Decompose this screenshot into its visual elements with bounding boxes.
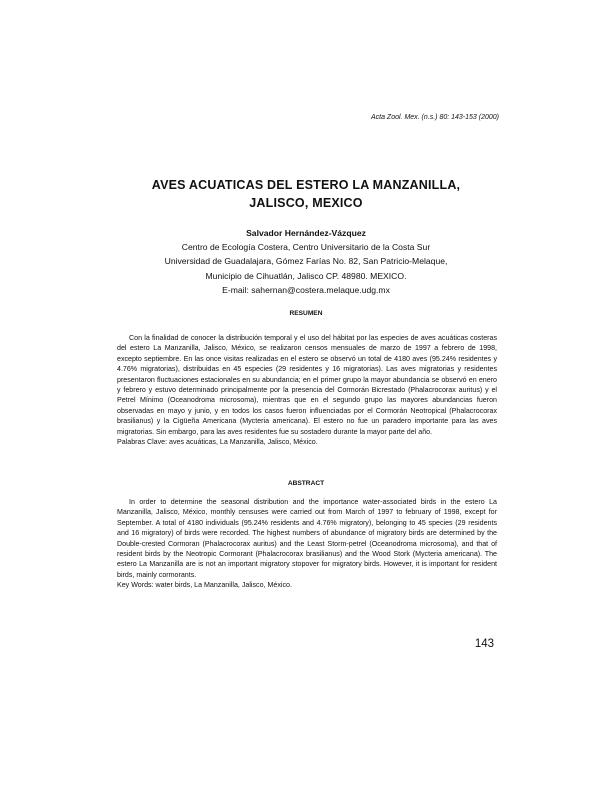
page-number: 143: [474, 638, 494, 650]
paper-title-line-1: AVES ACUATICAS DEL ESTERO LA MANZANILLA,: [151, 178, 461, 192]
affiliation-line-3: Municipio de Cihuatlán, Jalisco CP. 48980. MEXICO.: [205, 270, 407, 281]
journal-reference: Acta Zool. Mex. (n.s.) 80: 143-153 (2000): [370, 114, 499, 121]
author-email: E-mail: sahernan@costera.melaque.udg.mx: [222, 284, 390, 295]
abstract-heading: ABSTRACT: [287, 480, 325, 487]
resumen-keywords: Palabras Clave: aves acuáticas, La Manzanilla, Jalisco, México.: [117, 438, 318, 447]
author-name: Salvador Hernández-Vázquez: [246, 228, 366, 238]
author-affiliation-block: [0, 226, 612, 297]
paper-title-line-2: JALISCO, MEXICO: [249, 196, 363, 210]
abstract-paragraph: In order to determine the seasonal distribution and the importance water-associated birds in the estero La Manzanilla, Jalisco, México, monthly censuses were carried out from March of 1997 to february of 1998, except for September. A total of 4180 individuals (95.24% residents and 4.76% migratory), belonging to 45 species (29 residents and 16 migratory) of birds were recorded. The highest numbers of abundance of migratory birds are determined by the Double-crested Cormoran (Phalacrocorax auritus) and the Least Storm-petrel (Oceanodroma microsoma), and that of resident birds by the Neotropic Cormorant (Phalacrocorax brasilianus) and the Wood Stork (Mycteria americana). The estero La Manzanilla are is not an important migratory stopover for migratory birds. However, it is important for resident birds, mainly cormorants.: [117, 498, 497, 579]
resumen-heading: RESUMEN: [289, 310, 323, 317]
abstract-keywords: Key Words: water birds, La Manzanilla, Jalisco, México.: [117, 581, 292, 590]
title-block: [0, 176, 612, 212]
resumen-section: [117, 333, 497, 447]
affiliation-line-1: Centro de Ecología Costera, Centro Universitario de la Costa Sur: [181, 242, 431, 253]
affiliation-line-2: Universidad de Guadalajara, Gómez Farías No. 82, San Patricio-Melaque,: [164, 256, 448, 267]
abstract-section: [117, 497, 497, 591]
resumen-paragraph: Con la finalidad de conocer la distribución temporal y el uso del hábitat por las especies de aves acuáticas costeras del estero La Manzanilla, Jalisco, México, se realizaron censos mensuales de marzo de 1997 a febrero de 1998, excepto septiembre. En las once visitas realizadas en el estero se observó un total de 4180 aves (95.24% residentes y 4.76% migratorias), distribuidas en 45 especies (29 residentes y 16 migratorias). Las aves migratorias y residentes presentaron fluctuaciones estacionales en su abundancia; en el primer grupo la mayor abundancia se observó en enero y febrero y estuvo determinado principalmente por la presencia del Cormorán Bicrestado (Phalacrocorax auritus) y el Petrel Mínimo (Oceanodroma microsoma), mientras que en el segundo grupo las mayores abundancias fueron observadas en mayo y junio, y en todos los casos fueron influenciadas por el Cormorán Neotropical (Phalacrocorax brasilianus) y la Cigüeña Americana (Mycteria americana). El estero no fue un paradero importante para las aves migratorias. Sin embargo, para las aves residentes fue su sostadero durante la mayor parte del año.: [117, 334, 497, 436]
